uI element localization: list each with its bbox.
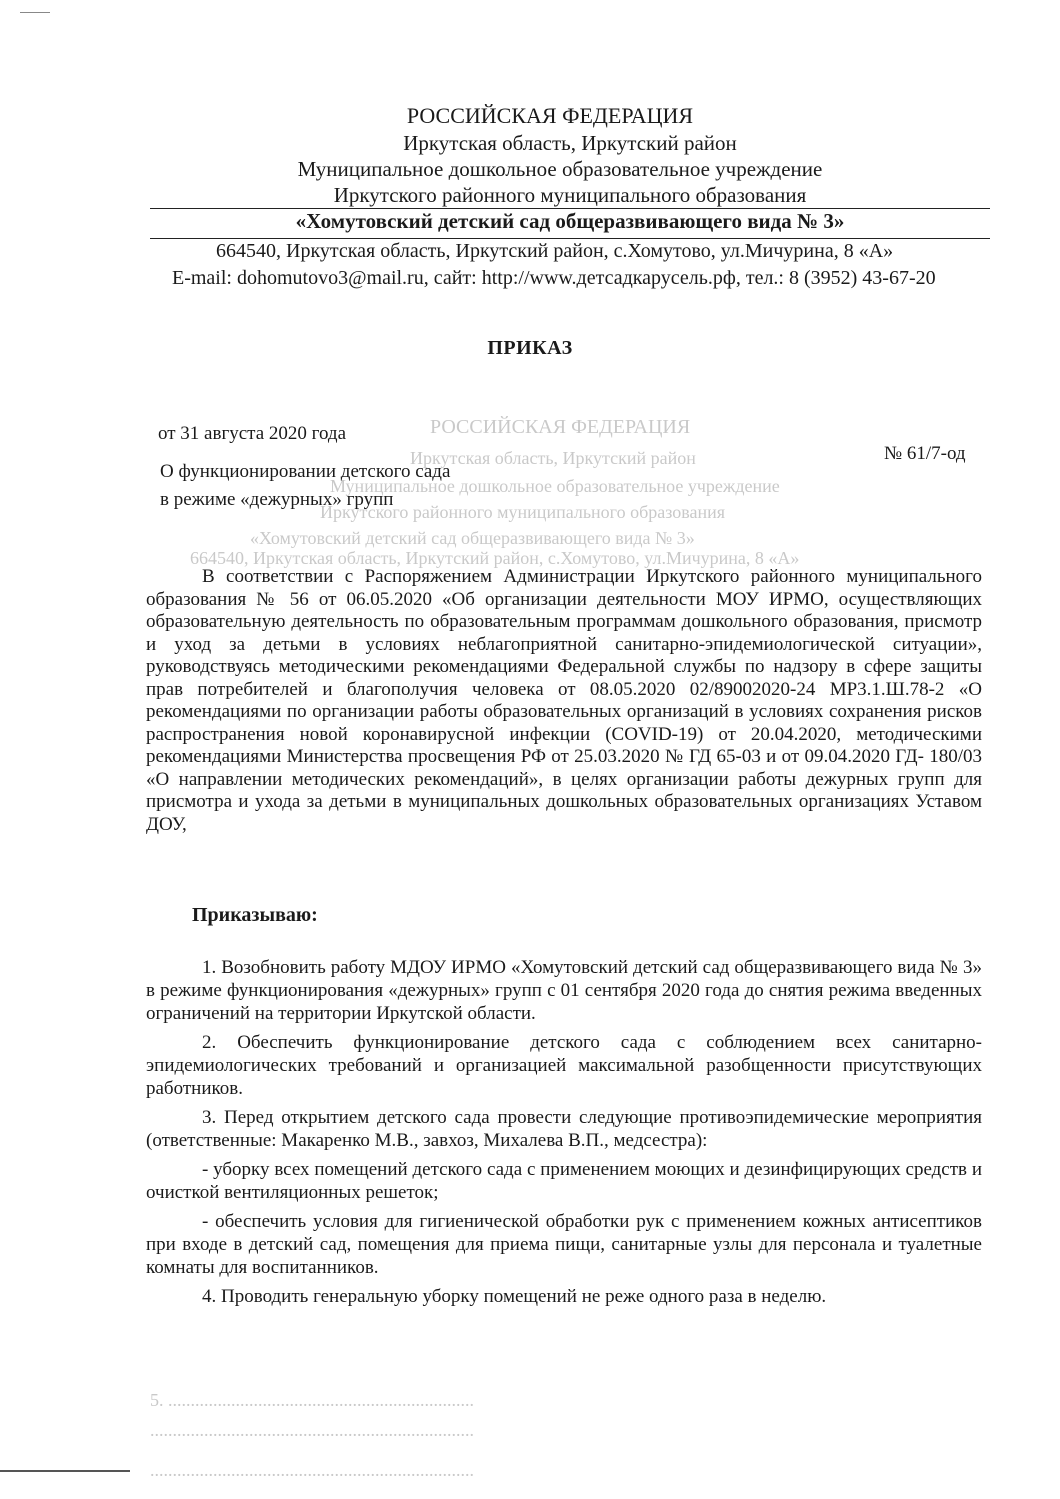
header-institution-name: «Хомутовский детский сад общеразвивающего вида № 3» [295, 209, 845, 233]
bleed-through-text: ........................................................................ [150, 1420, 474, 1440]
bleed-through-text: ........................................................................ [150, 1460, 474, 1480]
document-title: ПРИКАЗ [487, 337, 573, 359]
subject-line-1: О функционировании детского сада [160, 461, 451, 482]
order-item-3: 3. Перед открытием детского сада провести следующие противоэпидемические мероприятия (ответственные: Макаренко М.В., завхоз, Михалева В.П., медсестра): [146, 1107, 982, 1151]
bleed-through-text: РОССИЙСКАЯ ФЕДЕРАЦИЯ [430, 416, 691, 438]
header-divider [150, 208, 990, 209]
document-number: № 61/7-од [884, 443, 966, 464]
order-heading: Приказываю: [192, 904, 318, 926]
order-item-4: 4. Проводить генеральную уборку помещений не реже одного раза в неделю. [202, 1286, 827, 1307]
bleed-through-text: Иркутского районного муниципального образования [320, 502, 726, 522]
header-municipality: Иркутского районного муниципального образования [333, 183, 807, 207]
order-items [146, 956, 982, 1308]
order-item-3-sub-2: - обеспечить условия для гигиенической обработки рук с применением кожных антисептиков при входе в детский сад, помещения для приема пищи, санитарные узлы для персонала и туалетные комнаты для воспитанников. [146, 1211, 982, 1278]
preamble-block [146, 566, 982, 836]
order-item-2: 2. Обеспечить функционирование детского сада с соблюдением всех санитарно-эпидемиологических требований и организацией максимальной разобщенности присутствующих работников. [146, 1032, 982, 1099]
order-item-1: 1. Возобновить работу МДОУ ИРМО «Хомутовский детский сад общеразвивающего вида № 3» в режиме функционирования «дежурных» групп с 01 сентября 2020 года до снятия режима введенных ограничений на территории Иркутской области. [146, 957, 982, 1024]
header-divider-lower [150, 238, 990, 239]
header-contacts: E-mail: dohomutovo3@mail.ru, сайт: http://www.детсадкарусель.рф, тел.: 8 (3952) 43-67-20 [172, 267, 936, 289]
scan-mark [20, 12, 50, 13]
header-country: РОССИЙСКАЯ ФЕДЕРАЦИЯ [406, 103, 694, 128]
bleed-through-text: «Хомутовский детский сад общеразвивающего вида № 3» [250, 528, 695, 548]
scan-mark [0, 1470, 130, 1472]
header-address: 664540, Иркутская область, Иркутский район, с.Хомутово, ул.Мичурина, 8 «А» [216, 240, 894, 262]
header-institution-type: Муниципальное дошкольное образовательное учреждение [297, 157, 823, 181]
bleed-through-text: 664540, Иркутская область, Иркутский район, с.Хомутово, ул.Мичурина, 8 «А» [190, 548, 800, 568]
document-subject [160, 458, 450, 514]
subject-line-2: в режиме «дежурных» групп [160, 489, 394, 510]
header-region: Иркутская область, Иркутский район [403, 131, 737, 155]
preamble-text: В соответствии с Распоряжением Администрации Иркутского районного муниципального образования № 56 от 06.05.2020 «Об организации деятельности МОУ ИРМО, осуществляющих образовательную деятельность по образовательным программам дошкольного образования, присмотр и уход за детьми в условиях неблагоприятной санитарно-эпидемиологической ситуации», руководствуясь методическими рекомендациями Федеральной службы по надзору в сфере защиты прав потребителей и благополучия человека от 08.05.2020 02/89002020-24 МР3.1.Ш.78-2 «О рекомендациями по организации работы образовательных организаций в условиях сохранения рисков распространения новой коронавирусной инфекции (COVID-19) от 20.04.2020, методическими рекомендациями Министерства просвещения РФ от 25.03.2020 № ГД 65-03 и от 09.04.2020 ГД- 180/03 «О направлении методических рекомендаций», в целях организации работы дежурных групп для присмотра и ухода за детьми в муниципальных дошкольных образовательных организациях Уставом ДОУ, [146, 566, 982, 835]
order-item-3-sub-1: - уборку всех помещений детского сада с применением моющих и дезинфицирующих средств и очисткой вентиляционных решеток; [146, 1159, 982, 1203]
document-date: от 31 августа 2020 года [158, 423, 347, 444]
bleed-through-text: Иркутская область, Иркутский район [410, 448, 696, 468]
bleed-through-text: 5. .................................................................... [150, 1390, 474, 1410]
bleed-through-text: Муниципальное дошкольное образовательное учреждение [330, 476, 780, 496]
